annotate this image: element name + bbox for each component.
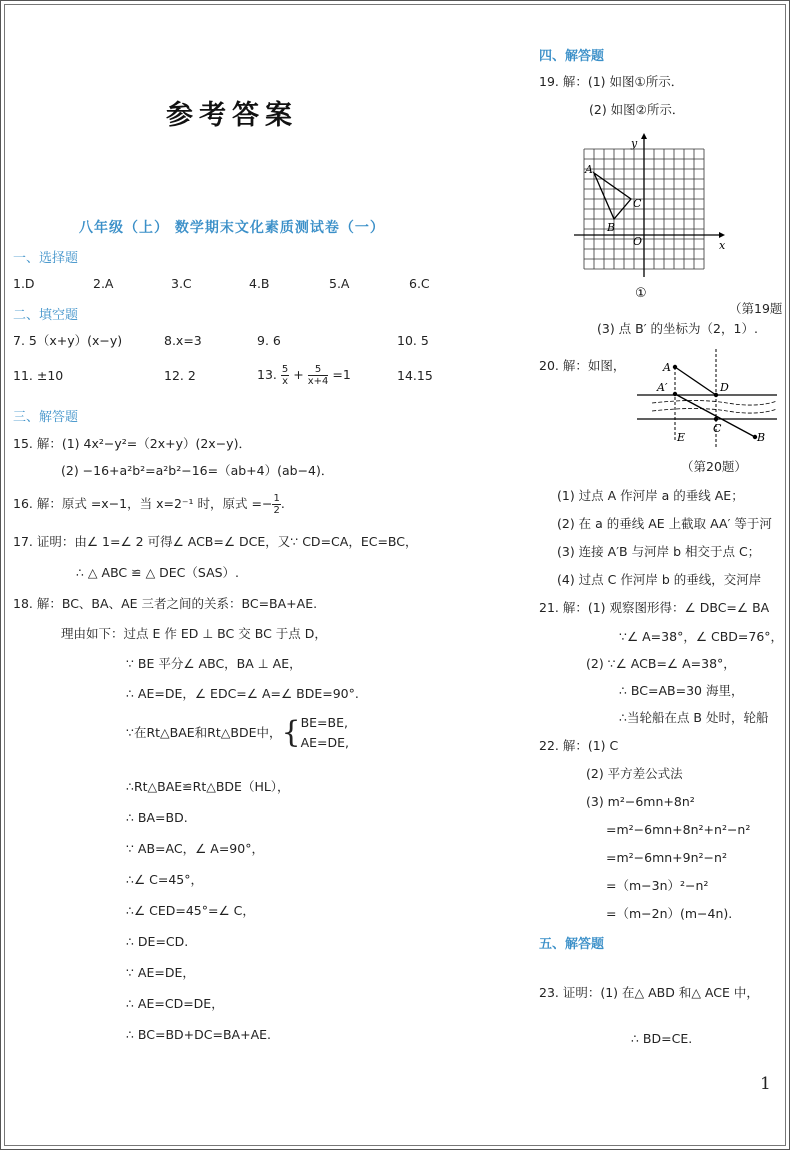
answer-20-step1: (1) 过点 A 作河岸 a 的垂线 AE； [557,488,744,503]
choice-answer: 4.B [249,276,270,291]
point-a-label: A [585,163,593,176]
point-d-label: D [720,381,729,394]
fill-answer-11: 11. ±10 [13,368,64,383]
equation-line: AE=DE, [300,735,349,750]
answer-16 [13,489,285,519]
point-a-label: A [663,361,671,374]
answer-23-conclusion: ∴ BD=CE. [631,1031,693,1046]
answer-17-line1: 17. 证明：由∠ 1=∠ 2 可得∠ ACB=∠ DCE，又∵ CD=CA，EC=BC， [13,534,418,549]
answer-18-line12: ∵ AE=DE， [126,965,195,980]
fill-answer-13 [257,357,351,393]
point-c-label: C [713,422,722,435]
choice-answer: 5.A [329,276,350,291]
numerator: 5 [281,364,289,375]
choice-answer: 2.A [93,276,114,291]
section-answer-heading: 三、解答题 [13,410,79,425]
river-current [652,401,777,406]
point-d-dot [714,393,718,397]
answer-22-step2: =m²−6mn+9n²−n² [606,850,727,865]
answer-21-line3: (2) ∵∠ ACB=∠ A=38°， [586,656,736,671]
answer-15-part2: (2) −16+a²b²=a²b²−16=（ab+4）(ab−4)． [61,463,334,478]
point-a2-dot [673,392,677,396]
fill-answer-7: 7. 5（x+y）(x−y) [13,333,123,348]
answer-18-line7: ∴ BA=BD. [126,810,188,825]
answer-21-line5: ∴当轮船在点 B 处时，轮船 [619,710,769,725]
fill-answer-8: 8.x=3 [164,333,202,348]
answer-20-step4: (4) 过点 C 作河岸 b 的垂线，交河岸 [557,572,762,587]
answer-21-line2: ∵∠ A=38°，∠ CBD=76°， [619,629,784,644]
point-a2-label: A′ [657,381,668,394]
answer-20-step2: (2) 在 a 的垂线 AE 上截取 AA′ 等于河 [557,516,772,531]
origin-label: O [633,235,643,248]
system-equations [301,713,349,753]
section-choice-heading: 一、选择题 [13,251,79,266]
fill-answer-12: 12. 2 [164,368,196,383]
answer-18-line14: ∴ BC=BD+DC=BA+AE. [126,1027,272,1042]
figure-19-grid [569,127,729,305]
period: . [280,496,285,511]
answer-19-part2: (2) 如图②所示． [589,102,685,117]
point-c-dot [714,417,718,421]
answer-16-text: 16. 解：原式 =x−1，当 x=2⁻¹ 时，原式 =− [13,496,273,511]
answer-22-part2: (2) 平方差公式法 [586,766,683,781]
answer-19-part3: (3) 点 B′ 的坐标为（2，1）. [597,321,758,336]
answer-18-system [126,713,349,753]
answer-18-line4: ∴ AE=DE，∠ EDC=∠ A=∠ BDE=90°. [126,686,359,701]
answer-19-part1: 19. 解：(1) 如图①所示． [539,74,684,89]
x-axis-label: x [719,239,726,252]
denominator: x [282,376,289,387]
exam-subtitle: 八年级（上） 数学期末文化素质测试卷（一） [79,220,385,236]
answer-15-part1: 15. 解：(1) 4x²−y²=（2x+y）(2x−y)． [13,436,251,451]
page-title: 参考答案 [166,100,298,131]
section-five-heading: 五、解答题 [539,937,605,952]
denominator: 2 [273,505,280,516]
answer-18-line1: 18. 解：BC、BA、AE 三者之间的关系：BC=BA+AE. [13,596,318,611]
choice-answer: 3.C [171,276,192,291]
figure-20-caption: （第20题） [681,459,747,474]
y-axis-arrow [641,133,647,139]
fraction [272,493,280,516]
left-brace: { [281,715,301,750]
answer-20-intro: 20. 解：如图， [539,358,626,373]
point-b-label: B [607,221,616,234]
answer-22-step1: =m²−6mn+8n²+n²−n² [606,822,751,837]
x-axis-arrow [719,232,725,238]
answer-23-line1: 23. 证明：(1) 在△ ABD 和△ ACE 中， [539,985,759,1000]
answer-18-line10: ∴∠ CED=45°=∠ C， [126,903,255,918]
page-number: 1 [760,1074,771,1094]
river-current [652,409,777,414]
numerator: 1 [273,493,280,504]
answer-17-line2: ∴ △ ABC ≌ △ DEC（SAS）. [76,565,240,580]
point-e-label: E [677,431,686,444]
answer-21-line1: 21. 解：(1) 观察图形得：∠ DBC=∠ BA [539,600,770,615]
fill-answer-10: 10. 5 [397,333,429,348]
point-a-dot [673,365,677,369]
numerator: 5 [308,364,329,376]
equals-one: =1 [332,367,351,382]
plus-sign: + [293,367,304,382]
section-fill-heading: 二、填空题 [13,308,79,323]
answer-18-line9: ∴∠ C=45°， [126,872,203,887]
answer-18-line11: ∴ DE=CD. [126,934,189,949]
answer-18-line3: ∵ BE 平分∠ ABC，BA ⊥ AE， [126,656,302,671]
answer-18-line2: 理由如下：过点 E 作 ED ⊥ BC 交 BC 于点 D， [61,626,327,641]
answer-22-step3: =（m−3n）²−n² [606,878,709,893]
answer-22-step4: =（m−2n）(m−4n). [606,906,733,921]
segment-ad [675,367,716,395]
answer-20-step3: (3) 连接 A′B 与河岸 b 相交于点 C； [557,544,761,559]
fraction [281,364,289,387]
figure-circle-label: ① [635,286,647,301]
choice-answer: 6.C [409,276,430,291]
fill-answer-14: 14.15 [397,368,433,383]
denominator: x+4 [307,376,329,387]
fill-answer-9: 9. 6 [257,333,281,348]
y-axis-label: y [631,137,638,150]
point-c-label: C [633,197,642,210]
answer-21-line4: ∴ BC=AB=30 海里， [619,683,744,698]
figure-19-caption: （第19题 [729,301,783,316]
answer-18-line6: ∴Rt△BAE≌Rt△BDE（HL）， [126,779,290,794]
point-b-label: B [757,431,766,444]
equation-line: BE=BE, [300,715,348,730]
answer-22-part3: (3) m²−6mn+8n² [586,794,695,809]
q13-label: 13. [257,367,277,382]
answer-18-line13: ∴ AE=CD=DE， [126,996,224,1011]
system-intro: ∵在Rt△BAE和Rt△BDE中， [126,725,282,740]
figure-20-river [637,349,777,447]
section-four-heading: 四、解答题 [539,49,605,64]
fraction [308,364,329,387]
answer-18-line8: ∵ AB=AC，∠ A=90°， [126,841,264,856]
triangle-abc [594,173,631,219]
answer-22-part1: 22. 解：(1) C [539,738,619,753]
choice-answer: 1.D [13,276,35,291]
